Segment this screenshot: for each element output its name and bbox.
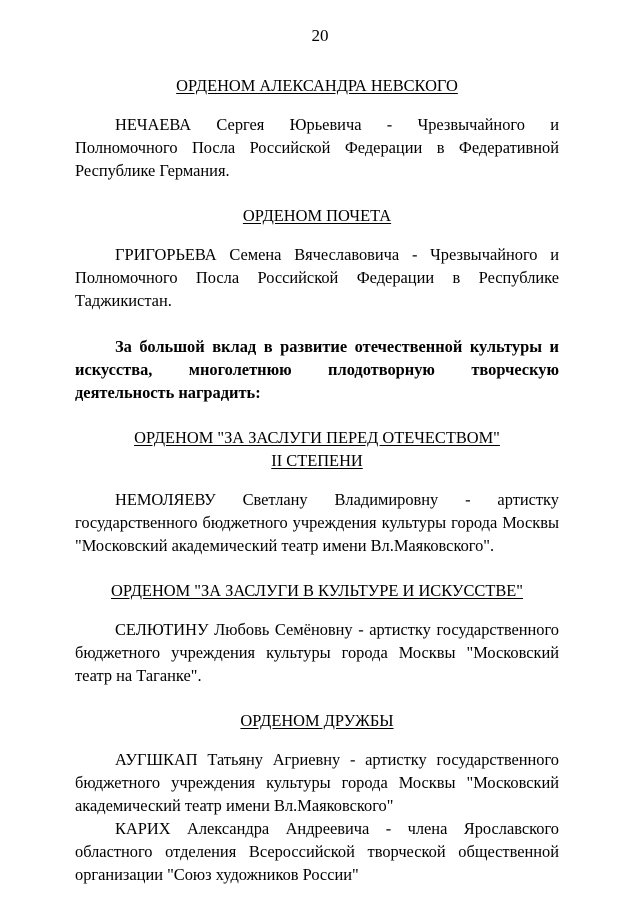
page-number: 20 [311, 26, 329, 45]
section-heading-friendship: ОРДЕНОМ ДРУЖБЫ [240, 711, 394, 730]
award-paragraph-augshkap: АУГШКАП Татьяну Агриевну - артистку государственного бюджетного учреждения культуры города Москвы "Московский академический театр имени Вл.Маяковского" [75, 750, 559, 815]
award-paragraph-nemolyaeva: НЕМОЛЯЕВУ Светлану Владимировну - артистку государственного бюджетного учреждения культуры города Москвы "Московский академический театр имени Вл.Маяковского". [75, 490, 559, 555]
section-heading-culture: ОРДЕНОМ "ЗА ЗАСЛУГИ В КУЛЬТУРЕ И ИСКУССТВЕ" [111, 581, 523, 600]
section-heading-fatherland [75, 426, 559, 472]
section-heading-honor: ОРДЕНОМ ПОЧЕТА [242, 206, 392, 225]
document-body [75, 74, 559, 886]
section-heading-fatherland-line2: II СТЕПЕНИ [271, 451, 363, 470]
decree-statement: За большой вклад в развитие отечественной культуры и искусства, многолетнюю плодотворную творческую деятельность наградить: [75, 337, 559, 402]
award-paragraph-nechaev: НЕЧАЕВА Сергея Юрьевича - Чрезвычайного и Полномочного Посла Российской Федерации в Федеративной Республике Германия. [75, 115, 559, 180]
section-heading-nevsky: ОРДЕНОМ АЛЕКСАНДРА НЕВСКОГО [176, 76, 458, 95]
section-heading-fatherland-line1: ОРДЕНОМ "ЗА ЗАСЛУГИ ПЕРЕД ОТЕЧЕСТВОМ" [134, 428, 500, 447]
award-paragraph-karikh: КАРИХ Александра Андреевича - члена Ярославского областного отделения Всероссийской творческой общественной организации "Союз художников России" [75, 819, 559, 884]
award-paragraph-selyutina: СЕЛЮТИНУ Любовь Семёновну - артистку государственного бюджетного учреждения культуры города Москвы "Московский театр на Таганке". [75, 620, 559, 685]
award-paragraph-grigoriev: ГРИГОРЬЕВА Семена Вячеславовича - Чрезвычайного и Полномочного Посла Российской Федерации в Республике Таджикистан. [75, 245, 559, 310]
